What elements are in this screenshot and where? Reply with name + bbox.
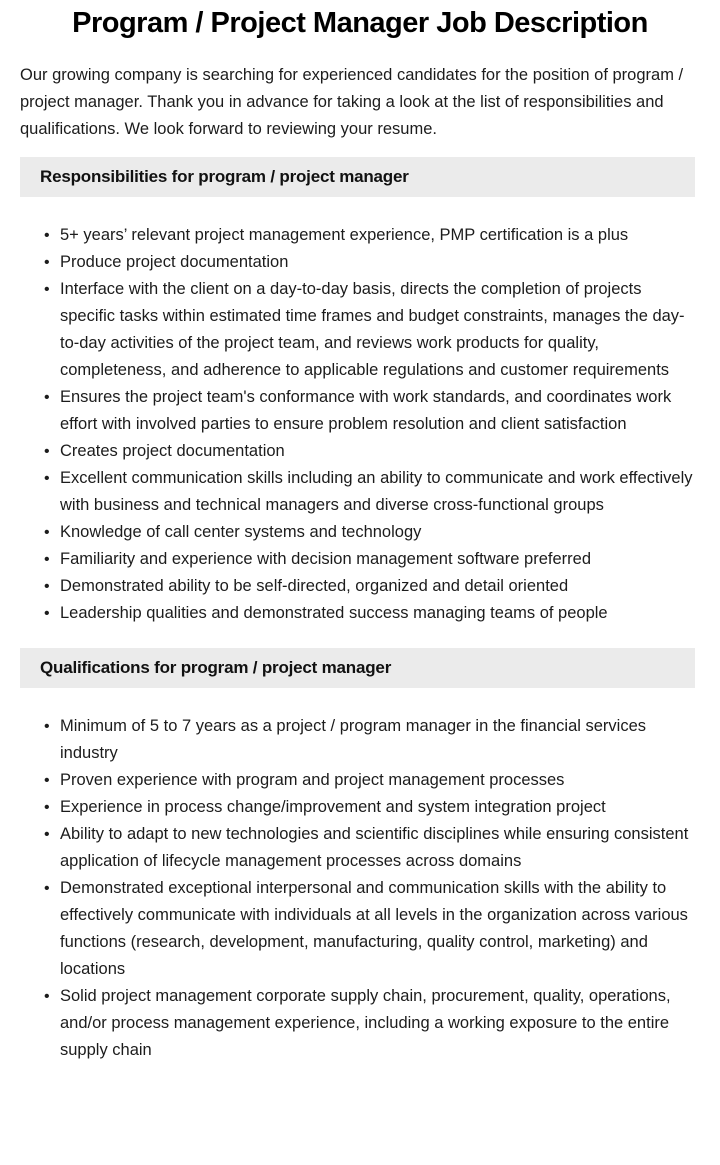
list-item: • Leadership qualities and demonstrated success managing teams of people (20, 600, 696, 627)
responsibilities-section-bar (20, 157, 695, 197)
page-title: Program / Project Manager Job Description (72, 7, 648, 39)
list-item: • Ensures the project team's conformance with work standards, and coordinates work effort with involved parties to ensure problem resolution and client satisfaction (20, 384, 696, 438)
list-item: • Proven experience with program and project management processes (20, 767, 696, 794)
qualifications-section-bar (20, 648, 695, 688)
list-item: • Familiarity and experience with decision management software preferred (20, 546, 696, 573)
intro-paragraph: Our growing company is searching for experienced candidates for the position of program / project manager. Thank you in advance for taking a look at the list of responsibilities and qualifications. We look forward to reviewing your resume. (20, 66, 684, 138)
list-item: • Minimum of 5 to 7 years as a project / program manager in the financial services industry (20, 713, 696, 767)
list-item: • Experience in process change/improvement and system integration project (20, 794, 696, 821)
list-item: • Demonstrated exceptional interpersonal and communication skills with the ability to effectively communicate with individuals at all levels in the organization across various functions (research, development, manufacturing, quality control, marketing) and locations (20, 875, 696, 983)
list-item: • 5+ years’ relevant project management experience, PMP certification is a plus (20, 222, 696, 249)
responsibilities-bullet-list (0, 222, 720, 627)
list-item: • Demonstrated ability to be self-directed, organized and detail oriented (20, 573, 696, 600)
responsibilities-section-heading: Responsibilities for program / project manager (40, 167, 409, 186)
qualifications-section-heading: Qualifications for program / project manager (40, 658, 392, 677)
list-item: • Produce project documentation (20, 249, 696, 276)
list-item: • Excellent communication skills including an ability to communicate and work effectively with business and technical managers and diverse cross-functional groups (20, 465, 696, 519)
list-item: • Ability to adapt to new technologies and scientific disciplines while ensuring consistent application of lifecycle management processes across domains (20, 821, 696, 875)
list-item: • Interface with the client on a day-to-day basis, directs the completion of projects specific tasks within estimated time frames and budget constraints, manages the day-to-day activities of the project team, and reviews work products for quality, completeness, and adherence to applicable regulations and customer requirements (20, 276, 696, 384)
qualifications-bullet-list (0, 713, 720, 1064)
list-item: • Knowledge of call center systems and technology (20, 519, 696, 546)
list-item: • Solid project management corporate supply chain, procurement, quality, operations, and/or process management experience, including a working exposure to the entire supply chain (20, 983, 696, 1064)
list-item: • Creates project documentation (20, 438, 696, 465)
